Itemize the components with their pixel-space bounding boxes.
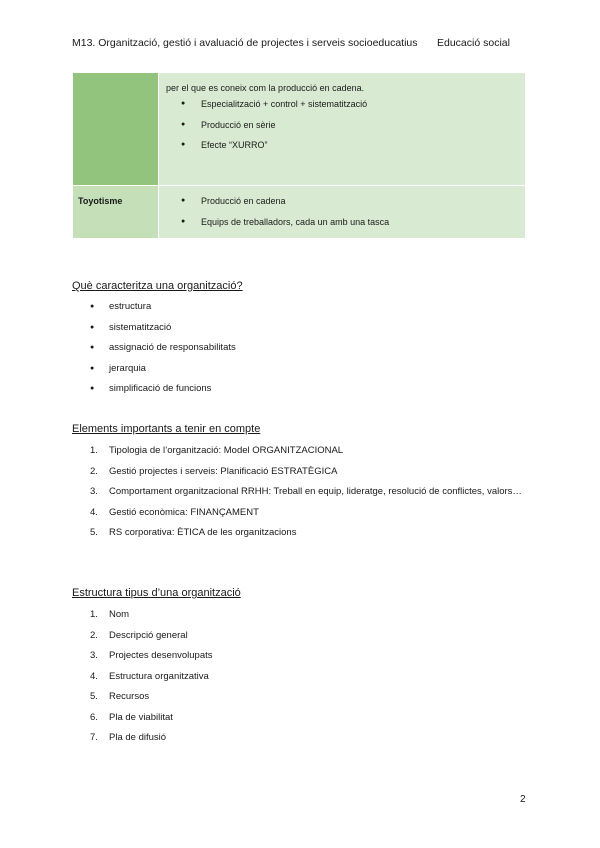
list-item: ● simplificació de funcions [72,379,532,400]
list-item: ● jerarquia [72,359,532,380]
cell-bullet-list [159,93,525,156]
list-item [72,728,532,749]
characteristics-list [72,297,532,400]
list-text: RS corporativa: ÈTICA de les organitzacions [109,527,297,538]
cell-bullet-list [159,186,525,232]
table-label-cell [73,73,159,186]
list-number: 4. [90,506,98,518]
section-title: Estructura tipus d’una organització [72,587,241,599]
list-item [72,503,532,524]
list-number: 3. [90,650,98,661]
important-elements-list [72,441,532,544]
list-number: 1. [90,445,98,456]
list-text: Projectes desenvolupats [109,650,213,661]
list-number: 5. [90,527,98,538]
table-row [73,73,526,186]
list-number: 6. [90,711,98,723]
list-number: 7. [90,732,98,743]
list-item: ● Producció en cadena [159,191,525,212]
cell-intro-text: per el que es coneix com la producció en cadena. [166,83,365,93]
list-item [72,646,532,667]
list-number: 3. [90,486,98,497]
list-text: Pla de difusió [109,732,167,743]
list-text: Comportament organitzacional RRHH: Treball en equip, lideratge, resolució de conflictes, valors… [109,486,522,497]
page-number: 2 [520,794,526,805]
list-text: Gestió projectes i serveis: Planificació ESTRATÈGICA [109,465,338,477]
table-label-cell [73,186,159,239]
section-title: Què caracteritza una organització? [72,280,243,292]
section-title: Elements importants a tenir en compte [72,423,261,435]
list-text: Gestió econòmica: FINANÇAMENT [109,506,259,518]
list-item: ● sistematització [72,318,532,339]
table-content-cell [159,73,526,186]
list-item: ● assignació de responsabilitats [72,338,532,359]
list-text: Tipologia de l’organització: Model ORGANITZACIONAL [109,445,344,456]
table-row [73,186,526,239]
list-text: Estructura organitzativa [109,670,209,682]
list-number: 4. [90,670,98,682]
list-item [72,626,532,647]
list-item [72,687,532,708]
table-content-cell [159,186,526,239]
list-item: ● estructura [72,297,532,318]
row-label: Toyotisme [78,196,123,206]
list-text: Pla de viabilitat [109,711,173,723]
list-text: Recursos [109,691,150,702]
list-item: ● Efecte “XURRO” [159,135,525,156]
list-item: ● Producció en sèrie [159,115,525,136]
list-item [72,605,532,626]
header-subject: Educació social [437,37,510,49]
list-text: Nom [109,609,130,620]
list-item: ● Equips de treballadors, cada un amb una tasca [159,212,525,233]
list-number: 1. [90,609,98,620]
structure-list [72,605,532,749]
list-item [72,462,532,483]
list-text: Descripció general [109,629,188,641]
list-item [72,667,532,688]
list-item [72,482,532,503]
list-number: 2. [90,629,98,641]
list-item [72,441,532,462]
list-number: 2. [90,465,98,477]
list-item [72,708,532,729]
header-course-title: M13. Organització, gestió i avaluació de projectes i serveis socioeducatius [72,37,418,49]
comparison-table [72,72,526,239]
row-label [73,73,158,83]
list-number: 5. [90,691,98,702]
list-item: ● Especialització + control + sistematització [159,94,525,115]
list-item [72,523,532,544]
